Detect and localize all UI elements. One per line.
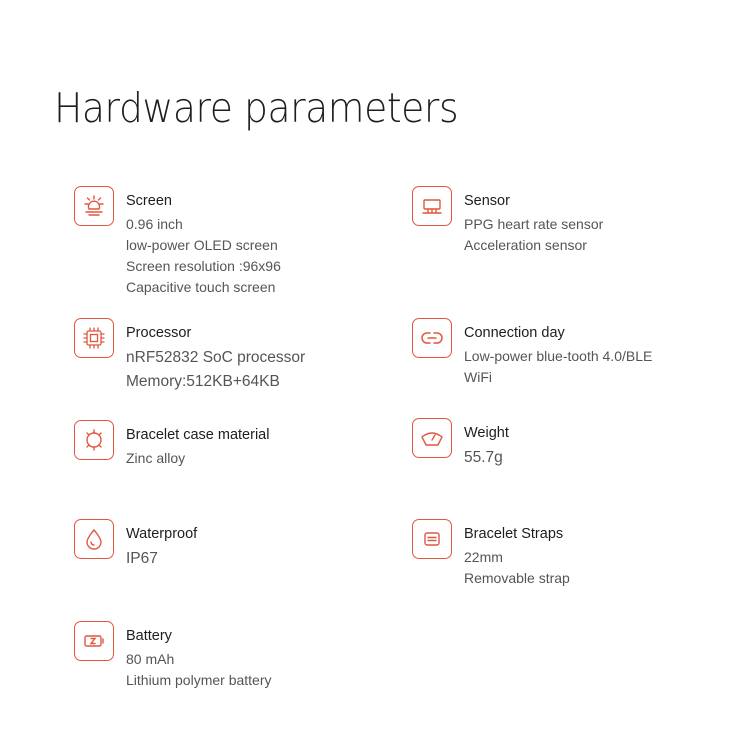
spec-value: PPG heart rate sensor [464,216,604,232]
spec-title: Processor [126,325,192,341]
spec-title: Bracelet case material [126,427,270,443]
spec-processor [74,325,305,394]
spec-value: 80 mAh [126,651,175,667]
strap-icon [412,519,452,559]
battery-icon [74,621,114,661]
spec-value: nRF52832 SoC processor [126,349,306,366]
processor-icon [74,318,114,358]
spec-value: low-power OLED screen [126,237,278,253]
spec-battery [74,628,272,691]
chip-sensor-icon [412,186,452,226]
spec-title: Waterproof [126,526,198,542]
spec-value: Capacitive touch screen [126,279,276,295]
spec-value: Acceleration sensor [464,237,587,253]
spec-screen [74,193,281,298]
spec-value: WiFi [464,369,492,385]
scale-icon [412,418,452,458]
spec-value: Lithium polymer battery [126,672,272,688]
sun-icon [74,186,114,226]
spec-value: Removable strap [464,570,570,586]
spec-waterproof [74,526,197,571]
page-title: Hardware parameters [54,84,459,132]
spec-weight [412,425,509,470]
spec-value: 55.7g [464,449,503,466]
spec-value: 0.96 inch [126,216,183,232]
link-icon [412,318,452,358]
spec-value: Screen resolution :96x96 [126,258,281,274]
spec-title: Screen [126,193,172,209]
water-drop-icon [74,519,114,559]
spec-title: Connection day [464,325,565,341]
spec-value: 22mm [464,549,503,565]
case-icon [74,420,114,460]
spec-title: Battery [126,628,172,644]
spec-connection [412,325,652,388]
spec-value: IP67 [126,550,158,567]
spec-straps [412,526,570,589]
spec-title: Sensor [464,193,510,209]
spec-sensor [412,193,603,256]
spec-title: Weight [464,425,509,441]
spec-value: Zinc alloy [126,450,186,466]
spec-material [74,427,269,469]
spec-value: Low-power blue-tooth 4.0/BLE [464,348,653,364]
spec-value: Memory:512KB+64KB [126,373,280,390]
spec-title: Bracelet Straps [464,526,564,542]
